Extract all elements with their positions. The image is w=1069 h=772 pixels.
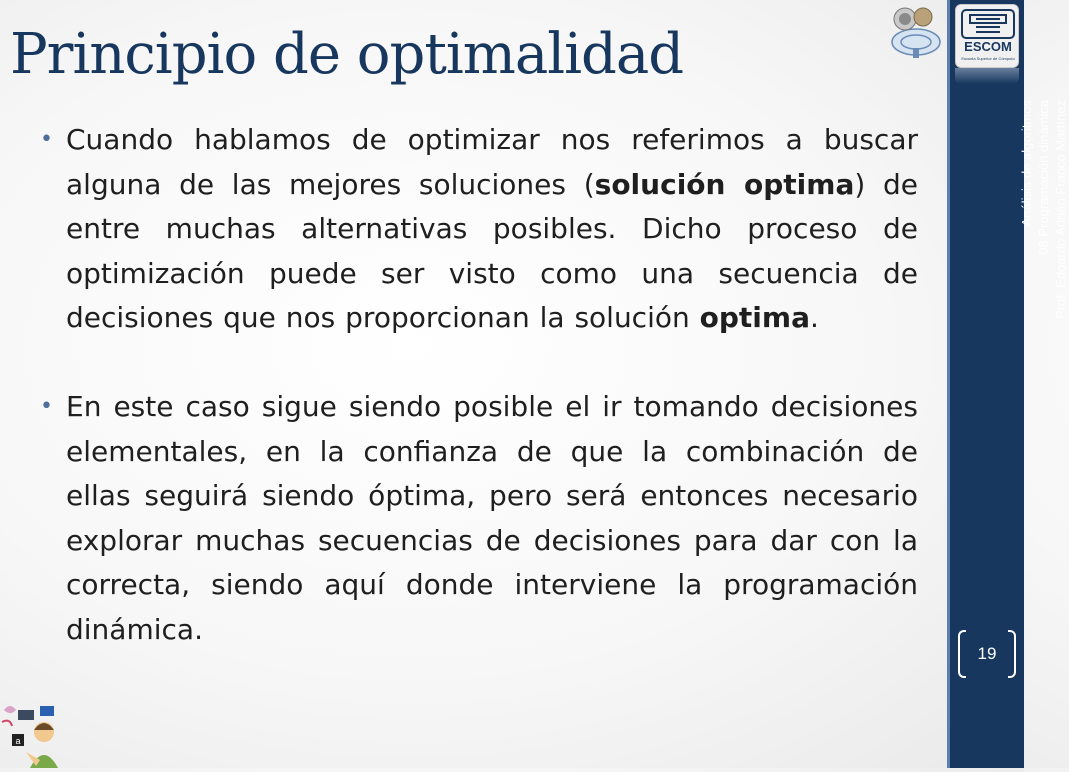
- bracket-right: [1008, 630, 1016, 678]
- svg-text:a: a: [15, 736, 21, 746]
- bullet-item-1: [28, 118, 918, 341]
- sidebar-course-info-text: [1018, 100, 1069, 368]
- bullet-marker: •: [40, 393, 53, 419]
- sidebar-topic: 08 Programación dinámica: [1036, 100, 1051, 255]
- student-clipart-icon: [0, 696, 72, 768]
- bullet-1-text-1: Cuando hablamos de optimizar nos referimos a buscar alguna de las mejores soluciones (: [66, 123, 918, 201]
- escom-logo-text: ESCOM: [964, 39, 1012, 54]
- bullet-1-bold-2: optima: [699, 301, 810, 335]
- slide-number-box: [958, 630, 1016, 678]
- bracket-left: [958, 630, 966, 678]
- sidebar-course: Análisis de algoritmos: [1019, 100, 1034, 227]
- bullet-marker: •: [40, 127, 53, 152]
- slide-title: Principio de optimalidad: [10, 22, 684, 87]
- slide-content: [28, 118, 918, 653]
- bullet-2-text: En este caso sigue siendo posible el ir tomando decisiones elementales, en la confianza de que la combinación de ellas seguirá siendo óptima, pero será entonces necesario explorar muchas secuencias de decisiones para dar con la correcta, siendo aquí donde interviene la programación dinámica.: [66, 389, 918, 646]
- escom-logo-reflection: [955, 68, 1019, 84]
- ipn-logo-icon: [889, 2, 943, 60]
- bullet-1-text-2: ) de entre muchas alternativas posibles. Dicho proceso de optimización puede ser visto como una secuencia de decisiones que nos proporcionan la solución: [66, 167, 919, 335]
- escom-logo-icon: [955, 4, 1019, 68]
- bullet-1-bold-1: solución optima: [594, 167, 855, 201]
- slide-number: 19: [977, 644, 997, 663]
- sidebar-course-info: [948, 100, 1068, 370]
- bullet-item-2: [28, 385, 918, 653]
- bullet-1-text-3: .: [809, 301, 819, 335]
- sidebar-professor: Prof. Edgardo Adrián Franco Martínez: [1053, 100, 1068, 319]
- escom-logo-subtext: Escuela Superior de Cómputo: [961, 56, 1015, 61]
